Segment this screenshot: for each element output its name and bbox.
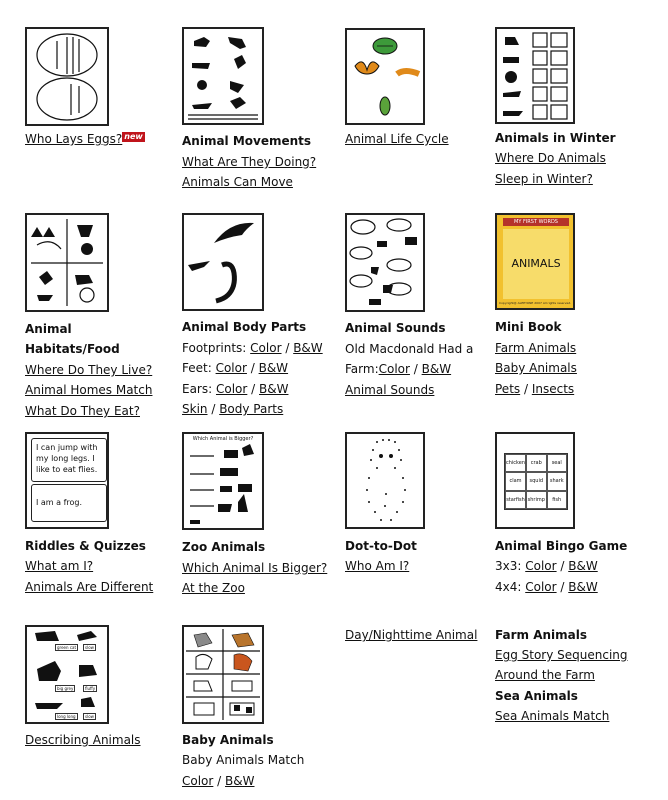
book-footer: Copyright@ ALEEYONE 2007 All rights reserved. (499, 301, 571, 305)
who-lays-eggs-thumbnail[interactable] (25, 27, 109, 126)
farm-bw-link[interactable]: B&W (421, 362, 452, 376)
bingo-4x4-row (495, 580, 598, 595)
dot-to-dot-illustration (347, 434, 423, 527)
farm-label: Farm: (345, 362, 379, 376)
separator: / (247, 382, 259, 396)
ears-color-link[interactable]: Color (215, 382, 248, 396)
ears-bw-link[interactable]: B&W (259, 382, 289, 396)
bingo-cell: fish (547, 491, 567, 509)
animal-habitats-thumbnail[interactable] (25, 213, 109, 312)
animal-body-parts-thumbnail[interactable] (182, 213, 264, 311)
animals-in-winter-illustration (497, 29, 573, 122)
where-do-animals-link[interactable]: Where Do Animals (495, 151, 606, 165)
what-do-they-eat-link[interactable]: What Do They Eat? (25, 404, 140, 418)
bingo-cell: squid (526, 472, 546, 490)
baby-animals-title: Baby Animals (182, 733, 274, 747)
who-lays-eggs-link[interactable] (25, 132, 145, 147)
body-parts-illustration (184, 215, 262, 309)
which-animal-is-bigger-link[interactable]: Which Animal Is Bigger? (182, 561, 328, 575)
describe-word: slow (85, 714, 94, 719)
bingo-3x3-row (495, 559, 598, 574)
zoo-sheet-header: Which Animal is Bigger? (192, 436, 254, 442)
feet-row (182, 361, 288, 376)
animals-in-winter-title: Animals in Winter (495, 131, 616, 145)
animal-movements-title: Animal Movements (182, 134, 312, 148)
feet-color-link[interactable]: Color (215, 361, 247, 375)
pets-insects-row (495, 382, 574, 397)
describe-word: fluffy (85, 686, 96, 691)
zoo-animals-title: Zoo Animals (182, 540, 266, 554)
bingo-cell: seal (547, 454, 567, 472)
animal-bingo-thumbnail[interactable] (495, 432, 575, 529)
describing-animals-thumbnail[interactable] (25, 625, 109, 724)
ears-row (182, 382, 288, 397)
bingo-cell: clam (505, 472, 526, 490)
bingo-grid (504, 453, 568, 510)
animal-bingo-title: Animal Bingo Game (495, 539, 628, 553)
animal-life-cycle-thumbnail[interactable] (345, 28, 425, 125)
describe-word: big grey (57, 686, 74, 691)
footprints-bw-link[interactable]: B&W (293, 341, 323, 355)
bingo-3x3-color-link[interactable]: Color (525, 559, 557, 573)
baby-animals-match-text: Baby Animals Match (182, 753, 305, 767)
animal-sounds-link[interactable]: Animal Sounds (345, 383, 435, 397)
bingo-3x3-bw-link[interactable]: B&W (568, 559, 598, 573)
who-lays-eggs-label[interactable]: Who Lays Eggs? (25, 132, 123, 146)
body-parts-link[interactable]: Body Parts (219, 402, 284, 416)
book-header: MY FIRST WORDS (503, 218, 569, 226)
bingo-cell: shark (547, 472, 567, 490)
bingo-cell: crab (526, 454, 546, 472)
footprints-label: Footprints: (182, 341, 251, 355)
separator: / (556, 559, 569, 573)
animals-can-move-link[interactable]: Animals Can Move (182, 175, 293, 189)
animal-sounds-title: Animal Sounds (345, 321, 446, 335)
describe-word: slow (85, 645, 94, 650)
pets-link[interactable]: Pets (495, 382, 521, 396)
who-am-i-link[interactable]: Who Am I? (345, 559, 410, 573)
sea-animals-match-link[interactable]: Sea Animals Match (495, 709, 610, 723)
farm-animals-title: Farm Animals (495, 628, 587, 642)
separator: / (556, 580, 569, 594)
egg-story-sequencing-link[interactable]: Egg Story Sequencing (495, 648, 628, 662)
animal-habitats-title-line2: Habitats/Food (25, 342, 120, 356)
separator: / (213, 774, 226, 788)
animals-are-different-link[interactable]: Animals Are Different (25, 580, 154, 594)
at-the-zoo-link[interactable]: At the Zoo (182, 581, 245, 595)
separator: / (207, 402, 220, 416)
riddles-title: Riddles & Quizzes (25, 539, 146, 553)
bingo-4x4-color-link[interactable]: Color (525, 580, 557, 594)
book-title: ANIMALS (503, 229, 569, 299)
animal-habitats-title-line1: Animal (25, 322, 72, 336)
feet-label: Feet: (182, 361, 216, 375)
zoo-animals-thumbnail[interactable] (182, 432, 264, 530)
mini-book-thumbnail[interactable] (495, 213, 575, 310)
animals-in-winter-thumbnail[interactable] (495, 27, 575, 124)
new-badge: new (124, 132, 143, 141)
animal-homes-match-link[interactable]: Animal Homes Match (25, 383, 153, 397)
baby-animals-options-row (182, 774, 254, 789)
describe-word: long long (57, 714, 76, 719)
sea-animals-title: Sea Animals (495, 689, 578, 703)
bingo-4x4-label: 4x4: (495, 580, 526, 594)
farm-animals-book-link[interactable]: Farm Animals (495, 341, 577, 355)
farm-row (345, 362, 451, 377)
answer-card: I am a frog. (31, 484, 107, 522)
dot-to-dot-thumbnail[interactable] (345, 432, 425, 529)
animal-body-parts-title: Animal Body Parts (182, 320, 307, 334)
day-nighttime-animal-link[interactable]: Day/Nighttime Animal (345, 628, 478, 642)
separator: / (246, 361, 259, 375)
dot-to-dot-title: Dot-to-Dot (345, 539, 417, 553)
bingo-cell: shrimp (526, 491, 546, 509)
around-the-farm-link[interactable]: Around the Farm (495, 668, 595, 682)
baby-animals-book-link[interactable]: Baby Animals (495, 361, 577, 375)
skin-link[interactable]: Skin (182, 402, 208, 416)
animal-movements-thumbnail[interactable] (182, 27, 264, 125)
baby-animals-bw-link[interactable]: B&W (225, 774, 255, 788)
describing-animals-illustration (27, 627, 107, 722)
baby-animals-thumbnail[interactable] (182, 625, 264, 724)
habitats-illustration (27, 215, 107, 310)
separator: / (409, 362, 422, 376)
bingo-4x4-bw-link[interactable]: B&W (568, 580, 598, 594)
what-am-i-link[interactable]: What am I? (25, 559, 94, 573)
what-are-they-doing-link[interactable]: What Are They Doing? (182, 155, 317, 169)
zoo-animals-illustration (184, 434, 262, 528)
riddle-card: I can jump with my long legs. I like to eat flies. (31, 438, 107, 482)
baby-animals-color-link[interactable]: Color (182, 774, 214, 788)
sleep-in-winter-link[interactable]: Sleep in Winter? (495, 172, 593, 186)
animal-movements-illustration (184, 29, 262, 123)
bingo-cell: starfish (505, 491, 526, 509)
separator: / (520, 382, 532, 396)
animal-sounds-illustration (347, 215, 423, 310)
bingo-cell: chicken (505, 454, 526, 472)
describe-word: green cat (57, 645, 77, 650)
riddles-thumbnail[interactable] (25, 432, 109, 529)
bingo-3x3-label: 3x3: (495, 559, 526, 573)
eggs-illustration (27, 29, 107, 124)
describing-animals-link[interactable]: Describing Animals (25, 733, 141, 747)
baby-animals-illustration (184, 627, 262, 722)
ears-label: Ears: (182, 382, 216, 396)
feet-bw-link[interactable]: B&W (258, 361, 289, 375)
animal-life-cycle-link[interactable]: Animal Life Cycle (345, 132, 449, 146)
life-cycle-illustration (347, 30, 423, 123)
skin-row (182, 402, 283, 417)
animal-sounds-thumbnail[interactable] (345, 213, 425, 312)
footprints-row (182, 341, 323, 356)
footprints-color-link[interactable]: Color (250, 341, 282, 355)
separator: / (281, 341, 294, 355)
where-do-they-live-link[interactable]: Where Do They Live? (25, 363, 153, 377)
mini-book-title: Mini Book (495, 320, 562, 334)
farm-color-link[interactable]: Color (378, 362, 410, 376)
old-macdonald-text: Old Macdonald Had a (345, 342, 474, 356)
insects-link[interactable]: Insects (531, 382, 575, 396)
